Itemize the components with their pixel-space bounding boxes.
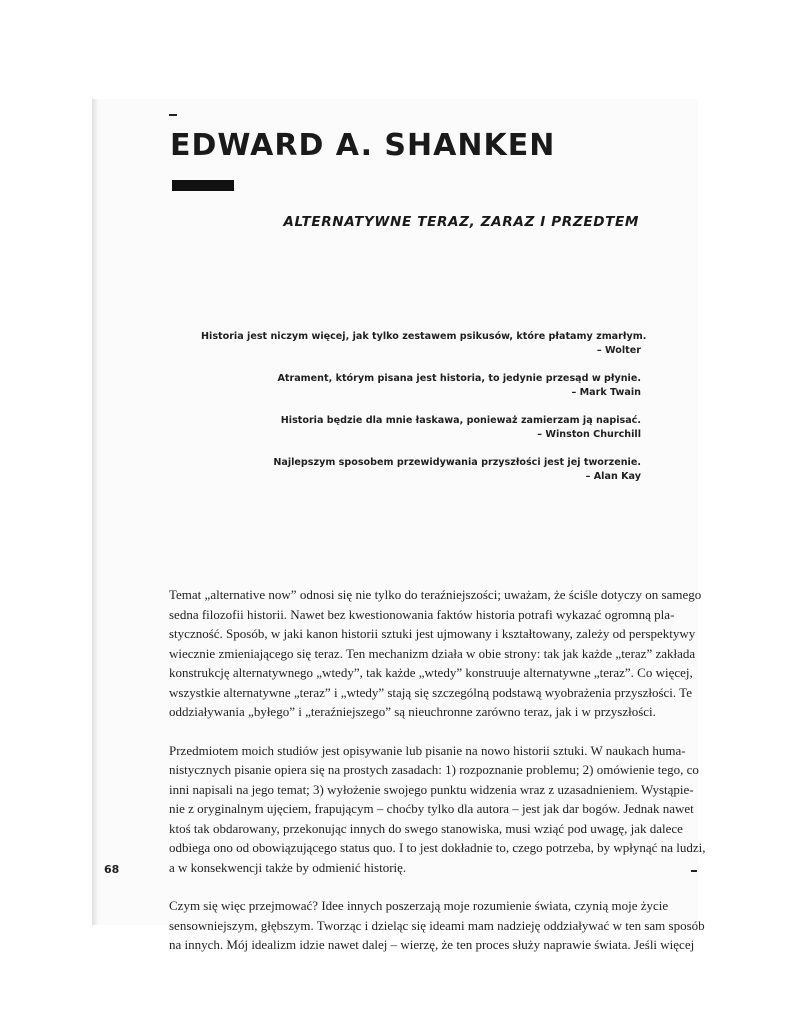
body-paragraph bbox=[169, 896, 705, 955]
body-line: nistycznych pisanie opiera się na prostych zasadach: 1) rozpoznanie problemu; 2) omówienie tego, co bbox=[169, 762, 699, 777]
epigraph-quote: Historia jest niczym więcej, jak tylko zestawem psikusów, które płatamy zmarłym. bbox=[201, 331, 647, 342]
body-line: oddziaływania „byłego” i „teraźniejszego” są nieuchronne zarówno teraz, jak i w przyszłości. bbox=[169, 704, 656, 719]
body-line: a w konsekwencji także by odmienić historię. bbox=[169, 859, 407, 875]
body-line: konstrukcję alternatywnego „wtedy”, tak każde „wtedy” konstruuje alternatywne „teraz”. Co więcej, bbox=[169, 665, 693, 680]
epigraph bbox=[201, 372, 641, 399]
body-line: Czym się więc przejmować? Idee innych poszerzają moje rozumienie świata, czynią moje życie bbox=[169, 898, 669, 913]
body-line: Przedmiotem moich studiów jest opisywanie lub pisanie na nowo historii sztuki. W naukach huma- bbox=[169, 742, 686, 758]
article-author-title: EDWARD A. SHANKEN bbox=[170, 128, 556, 163]
epigraph-quote: Atrament, którym pisana jest historia, to jedynie przesąd w płynie. bbox=[277, 373, 641, 384]
top-dash-mark bbox=[169, 114, 177, 116]
body-line: Temat „alternative now” odnosi się nie tylko do teraźniejszości; uważam, że ściśle dotyczy on samego bbox=[169, 587, 702, 602]
body-paragraph bbox=[169, 585, 702, 722]
epigraph-section bbox=[201, 330, 647, 498]
body-line: na innych. Mój idealizm idzie nawet dalej – wierzę, że ten proces służy naprawie świata. Jeśli więcej bbox=[169, 937, 695, 952]
epigraph bbox=[201, 414, 641, 441]
body-line: inni napisali na jego temat; 3) wyłożenie swojego punktu widzenia wraz z uzasadnieniem. Wystąpie- bbox=[169, 781, 694, 797]
body-line: wszystkie alternatywne „teraz” i „wtedy” stają się szczególną podstawą wyobrażenia przyszłości. Te bbox=[169, 684, 692, 700]
body-line: nie z oryginalnym ujęciem, frapującym – choćby tylko dla autora – jest jak dar bogów. Jednak nawet bbox=[169, 801, 694, 816]
epigraph-quote: Najlepszym sposobem przewidywania przyszłości jest jej tworzenie. bbox=[273, 457, 641, 468]
epigraph-author: – Alan Kay bbox=[585, 470, 641, 482]
epigraph bbox=[201, 330, 647, 357]
epigraph-quote: Historia będzie dla mnie łaskawa, ponieważ zamierzam ją napisać. bbox=[280, 415, 641, 426]
article-subtitle: ALTERNATYWNE TERAZ, ZARAZ I PRZEDTEM bbox=[283, 214, 639, 230]
page-edge-shadow bbox=[92, 99, 98, 925]
title-accent-bar bbox=[172, 180, 234, 191]
epigraph-author: – Wolter bbox=[596, 344, 641, 356]
body-line: styczność. Sposób, w jaki kanon historii sztuki jest ujmowany i kształtowany, zależy od perspektywy bbox=[169, 626, 696, 641]
epigraph-author: – Winston Churchill bbox=[537, 428, 641, 440]
body-line: wiecznie zmieniającego się teraz. Ten mechanizm działa w obie strony: tak jak każde „teraz” zakłada bbox=[169, 645, 696, 661]
body-line: sensowniejszym, głębszym. Tworząc i dzieląc się ideami mam nadzieję oddziaływać w ten sam sposób bbox=[169, 917, 705, 933]
body-paragraph bbox=[169, 741, 706, 878]
article-body bbox=[169, 585, 706, 974]
page-number: 68 bbox=[104, 863, 120, 876]
epigraph-author: – Mark Twain bbox=[571, 386, 641, 398]
body-line: ktoś tak obdarowany, przekonując innych do swego stanowiska, musi wziąć pod uwagę, jak dalece bbox=[169, 820, 683, 836]
body-line: sedna filozofii historii. Nawet bez kwestionowania faktów historia potrafi wykazać ogromną pla- bbox=[169, 606, 675, 622]
epigraph bbox=[201, 456, 641, 483]
right-margin-mark bbox=[691, 870, 697, 872]
body-line: odbiega ono od obowiązującego status quo. I to jest dokładnie to, czego potrzeba, by wpłynąć na ludzi, bbox=[169, 840, 706, 855]
